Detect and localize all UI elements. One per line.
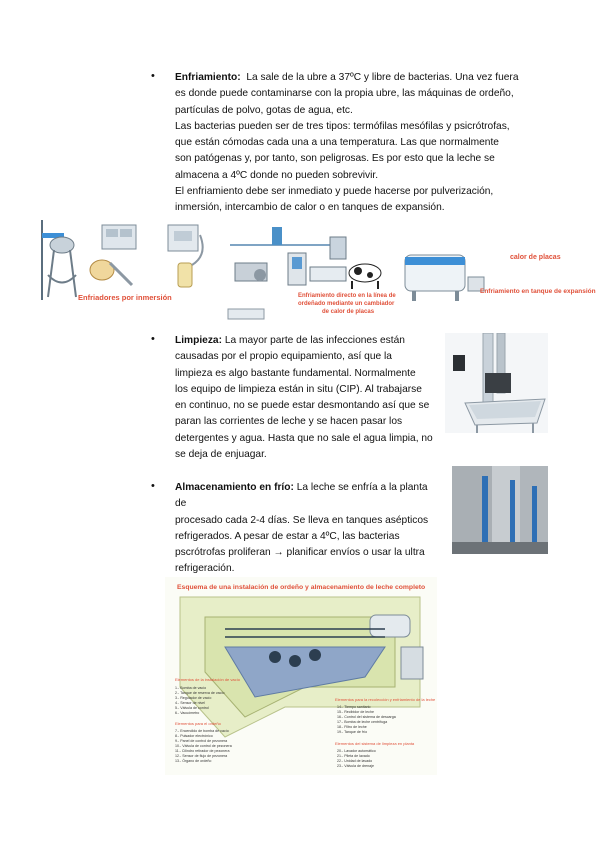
paragraph-line: refrigeración.: [175, 563, 235, 575]
bullet-dot: •: [151, 333, 155, 345]
caption-direct-3: de calor de placas: [322, 309, 375, 315]
paragraph-line: pscrótrofas proliferan → planificar envíos o usar la ultra: [175, 547, 425, 559]
paragraph-line: en continuo, no se puede estar desmontando así que se: [175, 400, 430, 412]
term-enfriamiento: Enfriamiento:: [175, 72, 241, 83]
caption-direct-1: Enfriamiento directo en la línea de: [298, 293, 396, 299]
paragraph-line: son patógenas y, por tanto, son peligrosas. Es por esto que la leche se: [175, 153, 495, 165]
paragraph-line: que están cómodas cada una a una temperatura. Las que normalmente: [175, 137, 499, 149]
list3-item: 16.- Control del sistema de descarga: [337, 715, 396, 719]
list1-head: Elementos de la instalación de vacío: [175, 677, 240, 682]
list4-head: Elementos del sistema de limpieza en planta: [335, 741, 415, 746]
list2-item: 10.- Válvula de control de pezonera: [175, 744, 232, 748]
expansion-tank-illustration: [405, 255, 484, 301]
list3-item: 18.- Filtro de leche: [337, 725, 367, 729]
caption-plates: calor de placas: [510, 254, 561, 261]
list2-item: 7.- Encendido de bomba de vacío: [175, 729, 229, 733]
cold-storage-photo: [452, 466, 548, 554]
list1-item: 2.- Tanque de reserva de vacío: [175, 691, 225, 695]
section-almacenamiento: [175, 480, 440, 578]
caption-immersion: Enfriadores por inmersión: [78, 293, 172, 302]
list4-item: 22.- Unidad de lavado: [337, 759, 373, 763]
caption-tank: Enfriamiento en tanque de expansión: [480, 288, 596, 295]
list3-item: 14.- Tiempo sanitario: [337, 705, 371, 709]
paragraph-line: se deja de enjuagar.: [175, 449, 267, 461]
list4-item: 21.- Pileta de lavado: [337, 754, 370, 758]
paragraph-line: inmersión, intercambio de calor o en tanques de expansión.: [175, 202, 445, 214]
list3-item: 19.- Tanque de frío: [337, 730, 368, 734]
list2-item: 8.- Pulsador electrónico: [175, 734, 213, 738]
list3-item: 17.- Bomba de leche centrífuga: [337, 720, 388, 724]
cooling-methods-illustration: [40, 215, 600, 325]
paragraph-line: Limpieza: La mayor parte de las infecciones están: [175, 335, 405, 346]
paragraph-line: Almacenamiento en frío: La leche se enfría a la planta de: [175, 482, 428, 510]
list1-item: 4.- Sensor de nivel: [175, 701, 205, 705]
list4-item: 20.- Lavador automático: [337, 749, 376, 753]
immersion-cooler-2-illustration: [90, 225, 136, 285]
list1-item: 1.- Bomba de vacío: [175, 686, 207, 690]
immersion-cooler-3-illustration: [168, 225, 203, 287]
section-limpieza: [175, 333, 440, 463]
list1-item: 5.- Válvula de control: [175, 706, 209, 710]
list2-head: Elementos para el ordeño: [175, 721, 221, 726]
immersion-cooler-illustration: [42, 220, 76, 300]
list2-item: 11.- Cilindro retirador de pezonera: [175, 749, 230, 753]
paragraph-line: refrigerados. A pesar de estar a 4ºC, las bacterias: [175, 530, 400, 542]
milking-installation-figure: [165, 577, 437, 775]
list2-item: 13.- Órgano de ordeño: [175, 759, 212, 763]
list4-item: 23.- Válvula de drenaje: [337, 764, 374, 768]
list3-head: Elementos para la recolección y enfriamiento de la leche: [335, 697, 436, 702]
schematic-title: Esquema de una instalación de ordeño y almacenamiento de leche completo: [177, 584, 426, 591]
list1-item: 3.- Regulador de vacío: [175, 696, 212, 700]
list2-item: 12.- Sensor de flujo de pezonera: [175, 754, 228, 758]
cooling-methods-figure: [40, 215, 600, 325]
paragraph-line: detergentes y agua. Hasta que no sale el agua limpia, no: [175, 432, 433, 444]
cip-unit-photo: [445, 333, 548, 433]
list1-item: 6.- Vacuómetro: [175, 711, 200, 715]
bullet-dot: •: [151, 70, 155, 82]
paragraph-line: almacena a 4ºC donde no pueden sobrevivir.: [175, 169, 379, 181]
list3-item: 15.- Recibidor de leche: [337, 710, 374, 714]
paragraph-line: causadas por el propio equipamiento, así que la: [175, 351, 392, 363]
section-enfriamiento: [175, 70, 525, 217]
paragraph-line: los equipo de limpieza están in situ (CIP). Al trabajarse: [175, 383, 422, 395]
term-limpieza: Limpieza:: [175, 335, 222, 346]
paragraph-line: Enfriamiento: La sale de la ubre a 37ºC y libre de bacterias. Una vez fuera: [175, 72, 519, 83]
caption-direct-2: ordeñado mediante un cambiador: [298, 301, 395, 307]
paragraph-line: partículas de polvo, gotas de agua, etc.: [175, 104, 353, 116]
paragraph-line: es donde puede contaminarse con la propia ubre, las máquinas de ordeño,: [175, 88, 514, 100]
paragraph-line: Las bacterias pueden ser de tres tipos: termófilas mesófilas y psicrótrofas,: [175, 120, 510, 132]
term-almacenamiento: Almacenamiento en frío:: [175, 482, 294, 493]
bullet-dot: •: [151, 480, 155, 492]
paragraph-line: procesado cada 2-4 días. Se lleva en tanques asépticos: [175, 514, 429, 526]
paragraph-line: limpieza es algo bastante fundamental. Normalmente: [175, 367, 416, 379]
paragraph-line: paran las corrientes de leche y se hacen pasar los: [175, 416, 403, 428]
list2-item: 9.- Panel de control de pezonera: [175, 739, 228, 743]
paragraph-line: El enfriamiento debe ser inmediato y puede hacerse por pulverización,: [175, 186, 494, 198]
